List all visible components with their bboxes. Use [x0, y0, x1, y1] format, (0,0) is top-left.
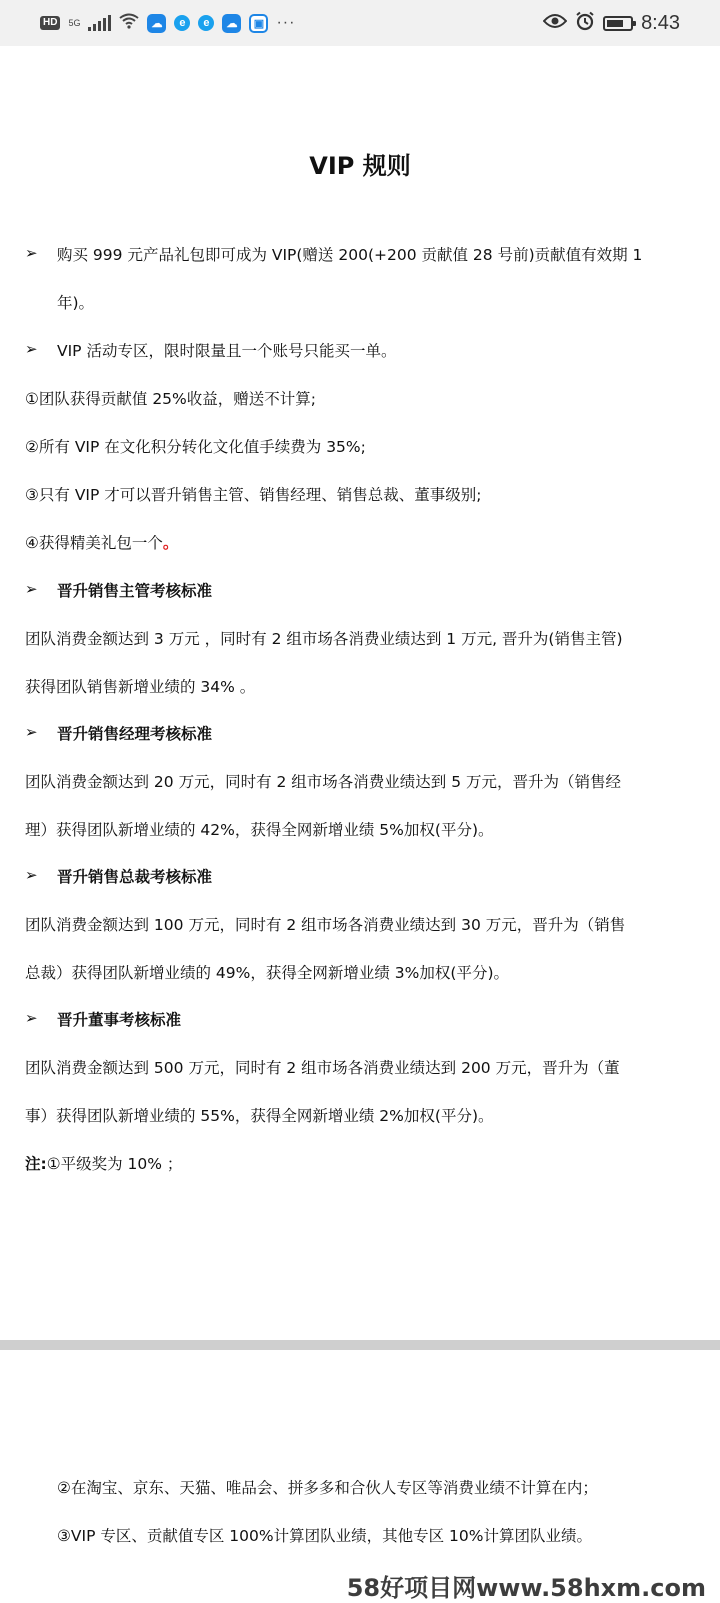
bullet-arrow-icon: ➢ — [25, 866, 38, 884]
page-break-divider — [0, 1340, 720, 1350]
bullet-arrow-icon: ➢ — [25, 1009, 38, 1027]
note-1 — [25, 1152, 182, 1174]
network-5g-label: 5G — [68, 17, 81, 28]
heading-sales-president: 晋升销售总裁考核标准 — [57, 868, 213, 886]
watermark: 58好项目网www.58hxm.com — [346, 1574, 706, 1602]
browser-app-icon: e — [174, 15, 190, 31]
president-criteria-line2: 总裁）获得团队新增业绩的 49%，获得全网新增业绩 3%加权(平分)。 — [25, 964, 509, 982]
alarm-icon — [575, 11, 595, 35]
note-3: ③VIP 专区、贡献值专区 100%计算团队业绩，其他专区 10%计算团队业绩。 — [57, 1527, 592, 1545]
clock-time: 8:43 — [641, 11, 680, 34]
supervisor-criteria-line1: 团队消费金额达到 3 万元 ，同时有 2 组市场各消费业绩达到 1 万元, 晋升为(销售主管) — [25, 630, 623, 648]
bullet-arrow-icon: ➢ — [25, 723, 38, 741]
bullet-arrow-icon: ➢ — [25, 340, 38, 358]
benefit-4-mark: 。 — [162, 534, 179, 552]
note-1-text: ①平级奖为 10% ； — [46, 1155, 183, 1173]
id-app-icon: ▣ — [249, 14, 268, 33]
benefit-1: ①团队获得贡献值 25%收益，赠送不计算; — [25, 390, 316, 408]
hd-badge: HD — [40, 16, 60, 30]
heading-sales-supervisor: 晋升销售主管考核标准 — [57, 582, 213, 600]
battery-icon — [603, 16, 633, 31]
cloud-app-icon-2: ☁ — [222, 14, 241, 33]
note-2: ②在淘宝、京东、天猫、唯品会、拼多多和合伙人专区等消费业绩不计算在内； — [57, 1479, 598, 1497]
president-criteria-line1: 团队消费金额达到 100 万元，同时有 2 组市场各消费业绩达到 30 万元，晋升为（销售 — [25, 916, 626, 934]
rule-vip-purchase-cont: 年)。 — [57, 294, 95, 312]
benefit-4 — [25, 531, 178, 553]
heading-director: 晋升董事考核标准 — [57, 1011, 182, 1029]
cloud-app-icon: ☁ — [147, 14, 166, 33]
page-title: VIP 规则 — [309, 152, 411, 180]
director-criteria-line2: 事）获得团队新增业绩的 55%，获得全网新增业绩 2%加权(平分)。 — [25, 1107, 494, 1125]
eye-icon — [543, 13, 567, 33]
benefit-3: ③只有 VIP 才可以晋升销售主管、销售经理、销售总裁、董事级别; — [25, 486, 482, 504]
wifi-icon — [119, 13, 139, 34]
director-criteria-line1: 团队消费金额达到 500 万元，同时有 2 组市场各消费业绩达到 200 万元，晋升为（董 — [25, 1059, 620, 1077]
benefit-2: ②所有 VIP 在文化积分转化文化值手续费为 35%; — [25, 438, 366, 456]
browser-app-icon-2: e — [198, 15, 214, 31]
rule-vip-purchase: 购买 999 元产品礼包即可成为 VIP(赠送 200(+200 贡献值 28 号前)贡献值有效期 1 — [57, 246, 643, 264]
rule-vip-zone: VIP 活动专区，限时限量且一个账号只能买一单。 — [57, 342, 397, 360]
more-notifications-icon: ··· — [276, 14, 296, 31]
manager-criteria-line1: 团队消费金额达到 20 万元，同时有 2 组市场各消费业绩达到 5 万元，晋升为（销售经 — [25, 773, 622, 791]
benefit-4-text: ④获得精美礼包一个 — [25, 534, 163, 552]
status-bar — [0, 0, 720, 46]
status-bar-left — [40, 13, 295, 34]
bullet-arrow-icon: ➢ — [25, 244, 38, 262]
supervisor-criteria-line2: 获得团队销售新增业绩的 34% 。 — [25, 678, 256, 696]
network-type — [68, 19, 80, 28]
note-label: 注: — [25, 1155, 47, 1173]
signal-icon — [88, 15, 111, 31]
bullet-arrow-icon: ➢ — [25, 580, 38, 598]
status-bar-right — [543, 11, 680, 35]
manager-criteria-line2: 理）获得团队新增业绩的 42%，获得全网新增业绩 5%加权(平分)。 — [25, 821, 494, 839]
heading-sales-manager: 晋升销售经理考核标准 — [57, 725, 213, 743]
